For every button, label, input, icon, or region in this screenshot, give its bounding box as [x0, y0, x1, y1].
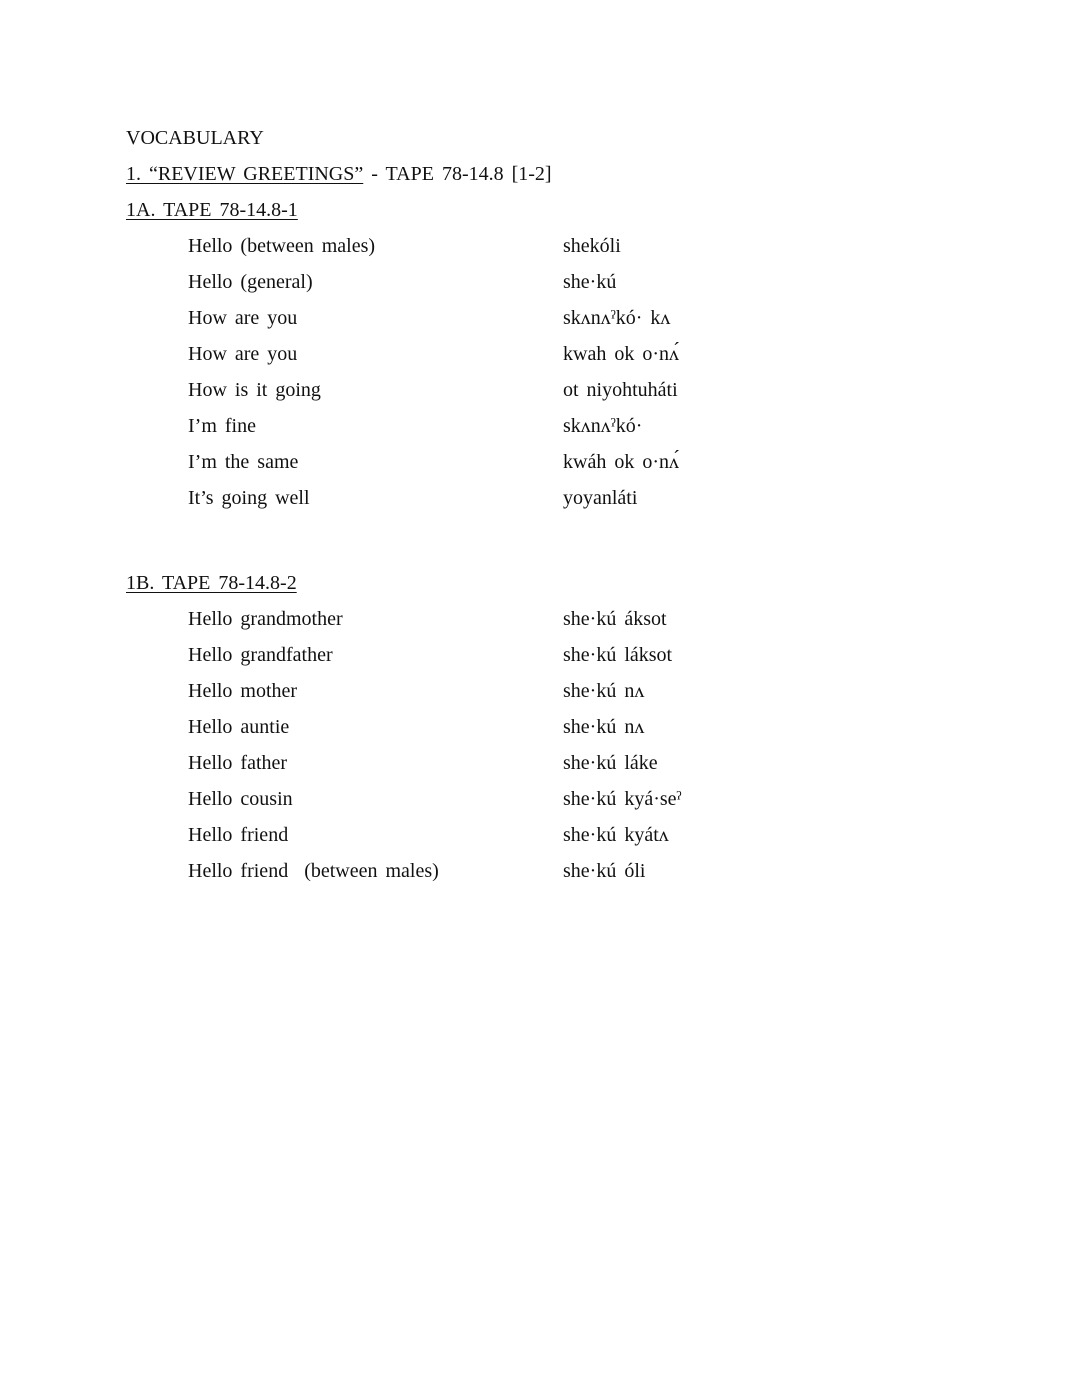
- mohawk-term: she·kú láksot: [563, 644, 673, 666]
- vocab-row: [188, 342, 888, 368]
- mohawk-term: she·kú láke: [563, 752, 658, 774]
- english-term: I’m the same: [188, 451, 299, 473]
- vocab-row: [188, 378, 888, 404]
- vocab-row: [188, 306, 888, 332]
- mohawk-term: she·kú kyátʌ: [563, 824, 669, 846]
- english-term: Hello grandfather: [188, 644, 333, 666]
- section-1a-title: 1A. TAPE 78-14.8-1: [126, 199, 298, 221]
- section-1b-title: 1B. TAPE 78-14.8-2: [126, 572, 297, 594]
- vocab-row: [188, 751, 888, 777]
- section-1-heading: [126, 162, 552, 186]
- mohawk-term: skʌnʌˀkó· kʌ: [563, 307, 671, 329]
- vocab-row: [188, 234, 888, 260]
- mohawk-term: ot niyohtuháti: [563, 379, 678, 401]
- vocab-row: [188, 715, 888, 741]
- mohawk-term: skʌnʌˀkó·: [563, 415, 643, 437]
- mohawk-term: she·kú óli: [563, 860, 646, 882]
- english-term: Hello auntie: [188, 716, 290, 738]
- english-term: Hello father: [188, 752, 288, 774]
- section-1-suffix: - TAPE 78-14.8 [1-2]: [363, 163, 552, 185]
- page-heading: VOCABULARY: [126, 127, 264, 149]
- mohawk-term: she·kú áksot: [563, 608, 667, 630]
- vocab-row: [188, 859, 888, 885]
- vocab-row: [188, 486, 888, 512]
- english-term: Hello cousin: [188, 788, 293, 810]
- english-term: How is it going: [188, 379, 321, 401]
- vocab-row: [188, 607, 888, 633]
- mohawk-term: kwáh ok o·nʌ́: [563, 451, 679, 473]
- mohawk-term: yoyanláti: [563, 487, 638, 509]
- english-term: Hello friend (between males): [188, 860, 439, 882]
- english-term: How are you: [188, 307, 298, 329]
- english-term: Hello mother: [188, 680, 298, 702]
- section-1b-heading: [126, 571, 297, 595]
- mohawk-term: shekóli: [563, 235, 621, 257]
- vocab-row: [188, 450, 888, 476]
- vocab-row: [188, 823, 888, 849]
- english-term: I’m fine: [188, 415, 256, 437]
- english-term: How are you: [188, 343, 298, 365]
- mohawk-term: she·kú nʌ: [563, 680, 645, 702]
- vocab-row: [188, 414, 888, 440]
- vocab-row: [188, 270, 888, 296]
- vocab-row: [188, 643, 888, 669]
- english-term: Hello (general): [188, 271, 313, 293]
- mohawk-term: kwah ok o·nʌ́: [563, 343, 679, 365]
- section-1-title: 1. “REVIEW GREETINGS”: [126, 163, 364, 185]
- english-term: It’s going well: [188, 487, 310, 509]
- mohawk-term: she·kú: [563, 271, 617, 293]
- english-term: Hello friend: [188, 824, 289, 846]
- mohawk-term: she·kú nʌ: [563, 716, 645, 738]
- section-1a-heading: [126, 198, 298, 222]
- vocab-row: [188, 787, 888, 813]
- mohawk-term: she·kú kyá·seˀ: [563, 788, 682, 810]
- english-term: Hello grandmother: [188, 608, 343, 630]
- vocab-row: [188, 679, 888, 705]
- english-term: Hello (between males): [188, 235, 376, 257]
